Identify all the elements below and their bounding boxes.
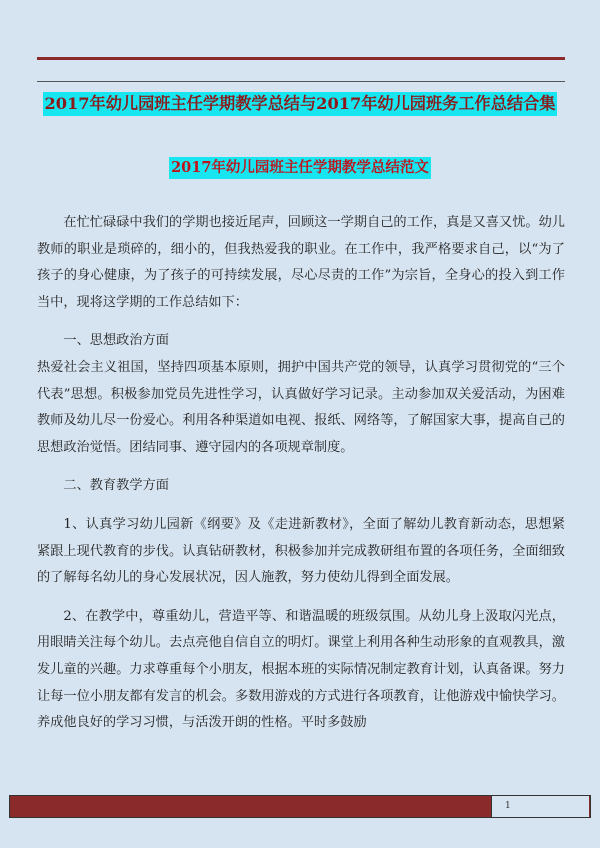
paragraph-teaching-1: 1、认真学习幼儿园新《纲要》及《走进新教材》，全面了解幼儿教育新动态，思想紧紧跟上现代教育的步伐。认真钻研教材，积极参加并完成教研组布置的各项任务，全面细致的了解每名幼儿的身心发展状况，因人施教，努力使幼儿得到全面发展。: [37, 516, 565, 586]
header-decor-bar: [37, 57, 565, 60]
section-heading-teaching: 二、教育教学方面: [63, 478, 169, 494]
paragraph-teaching-2: 2、在教学中，尊重幼儿，营造平等、和谐温暖的班级氛围。从幼儿身上汲取闪光点，用眼睛关注每个幼儿。去点亮他自信自立的明灯。课堂上利用各种生动形象的直观教具，激发儿童的兴趣。力求尊重每个小朋友，根据本班的实际情况制定教育计划，认真备课。努力让每一位小朋友都有发言的机会。多数用游戏的方式进行各项教育，让他游戏中愉快学习。养成他良好的学习习惯，与活泼开朗的性格。平时多鼓励: [37, 608, 565, 731]
paragraph-intro: 在忙忙碌碌中我们的学期也接近尾声，回顾这一学期自己的工作，真是又喜又忧。幼儿教师的职业是琐碎的，细小的，但我热爱我的职业。在工作中，我严格要求自己，以“为了孩子的身心健康，为了孩子的可持续发展，尽心尽责的工作”为宗旨，全身心的投入到工作当中，现将这学期的工作总结如下：: [37, 215, 565, 310]
document-subtitle: 2017年幼儿园班主任学期教学总结范文: [169, 157, 431, 179]
document-body: [37, 210, 565, 737]
footer-bar: [9, 795, 591, 818]
document-title-container: [0, 92, 600, 116]
page-number: 1: [491, 796, 589, 817]
paragraph-politics: 热爱社会主义祖国，坚持四项基本原则，拥护中国共产党的领导，认真学习贯彻党的“三个代表”思想。积极参加党员先进性学习，认真做好学习记录。主动参加双关爱活动，为困难教师及幼儿尽一份爱心。利用各种渠道如电视、报纸、网络等，了解国家大事，提高自己的思想政治觉悟。团结同事、遵守园内的各项规章制度。: [37, 359, 565, 455]
header-rule: [37, 81, 565, 82]
document-title: 2017年幼儿园班主任学期教学总结与2017年幼儿园班务工作总结合集: [43, 92, 558, 116]
document-subtitle-container: [0, 157, 600, 179]
section-heading-politics: 一、思想政治方面: [63, 333, 169, 349]
